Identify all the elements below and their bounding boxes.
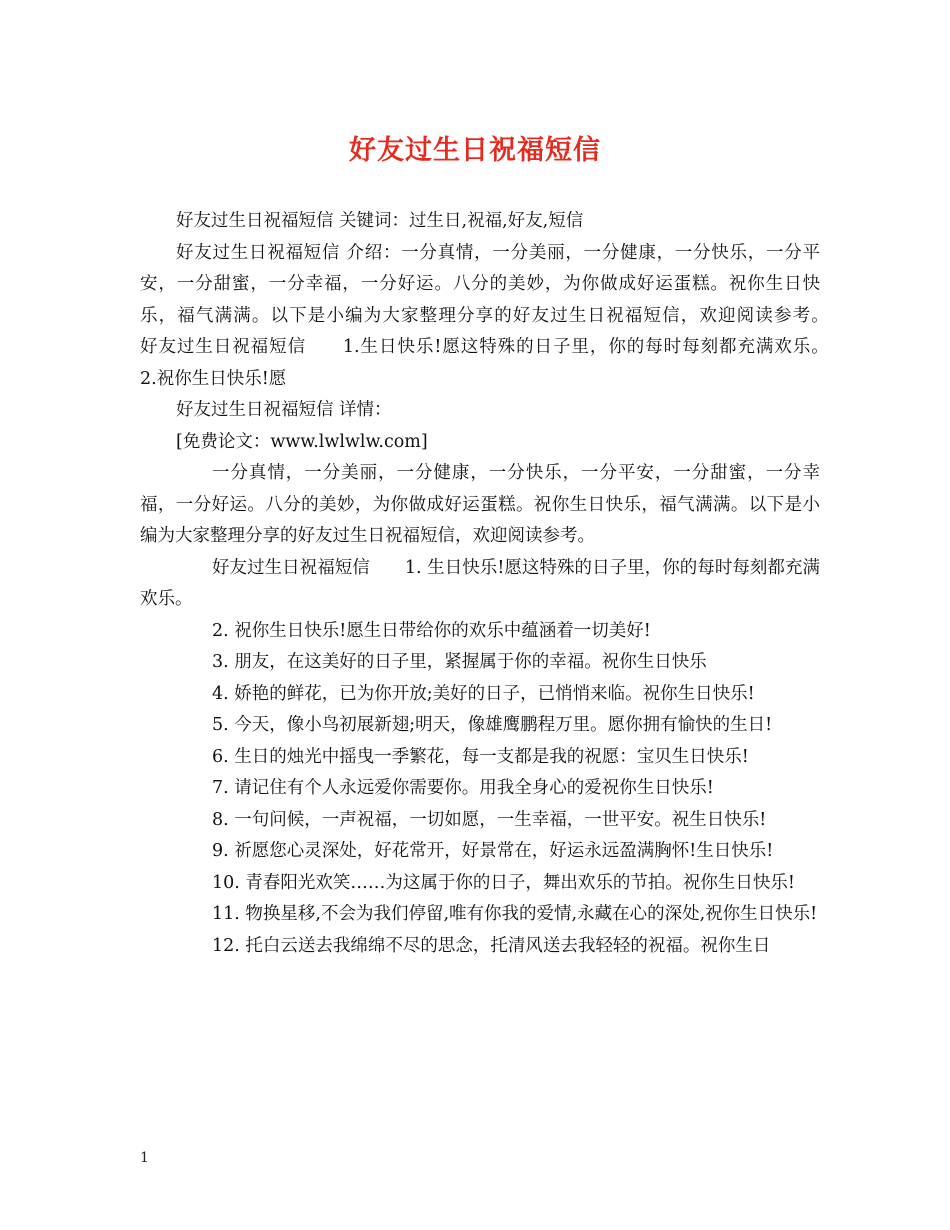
- list-item: 12. 托白云送去我绵绵不尽的思念，托清风送去我轻轻的祝福。祝你生日: [212, 935, 771, 956]
- page-number: 1: [140, 1150, 149, 1166]
- list-item: 7. 请记住有个人永远爱你需要你。用我全身心的爱祝你生日快乐!: [212, 778, 714, 798]
- list-item: 8. 一句问候，一声祝福，一切如愿，一生幸福，一世平安。祝生日快乐!: [212, 809, 767, 830]
- list-item: 好友过生日祝福短信 1. 生日快乐!愿这特殊的日子里，你的每时每刻都充满欢乐。: [140, 557, 820, 609]
- document-body: [140, 206, 855, 962]
- list-item: 3. 朋友，在这美好的日子里，紧握属于你的幸福。祝你生日快乐: [212, 652, 707, 672]
- list-item: 5. 今天，像小鸟初展新翅;明天，像雄鹰鹏程万里。愿你拥有愉快的生日!: [212, 715, 773, 735]
- intro-paragraph: 好友过生日祝福短信 介绍：一分真情，一分美丽，一分健康，一分快乐，一分平安，一分甜蜜，一分幸福，一分好运。八分的美妙，为你做成好运蛋糕。祝你生日快乐，福气满满。以下是小编为大家整理分享的好友过生日祝福短信，欢迎阅读参考。 好友过生日祝福短信 1.生日快乐!愿这特殊的日子里，你的每时每刻都充满欢乐。 2.祝你生日快乐!愿: [140, 242, 855, 389]
- source-note: [免费论文：www.lwlwlw.com]: [176, 431, 428, 452]
- keywords-paragraph: 好友过生日祝福短信 关键词：过生日,祝福,好友,短信: [176, 211, 584, 231]
- document-title: 好友过生日祝福短信: [349, 135, 601, 166]
- list-item: 6. 生日的烛光中摇曳一季繁花，每一支都是我的祝愿：宝贝生日快乐!: [212, 746, 749, 767]
- list-item: 10. 青春阳光欢笑……为这属于你的日子，舞出欢乐的节拍。祝你生日快乐!: [212, 872, 795, 893]
- list-item: 4. 娇艳的鲜花，已为你开放;美好的日子，已悄悄来临。祝你生日快乐!: [212, 683, 755, 704]
- list-item: 9. 祈愿您心灵深处，好花常开，好景常在，好运永远盈满胸怀!生日快乐!: [212, 841, 774, 861]
- list-item: 11. 物换星移,不会为我们停留,唯有你我的爱情,永藏在心的深处,祝你生日快乐!: [212, 904, 818, 924]
- body-paragraph: 一分真情，一分美丽，一分健康，一分快乐，一分平安，一分甜蜜，一分幸福，一分好运。八分的美妙，为你做成好运蛋糕。祝你生日快乐，福气满满。以下是小编为大家整理分享的好友过生日祝福短信，欢迎阅读参考。: [140, 463, 820, 546]
- details-heading: 好友过生日祝福短信 详情：: [176, 400, 392, 420]
- list-item: 2. 祝你生日快乐!愿生日带给你的欢乐中蕴涵着一切美好!: [212, 620, 651, 641]
